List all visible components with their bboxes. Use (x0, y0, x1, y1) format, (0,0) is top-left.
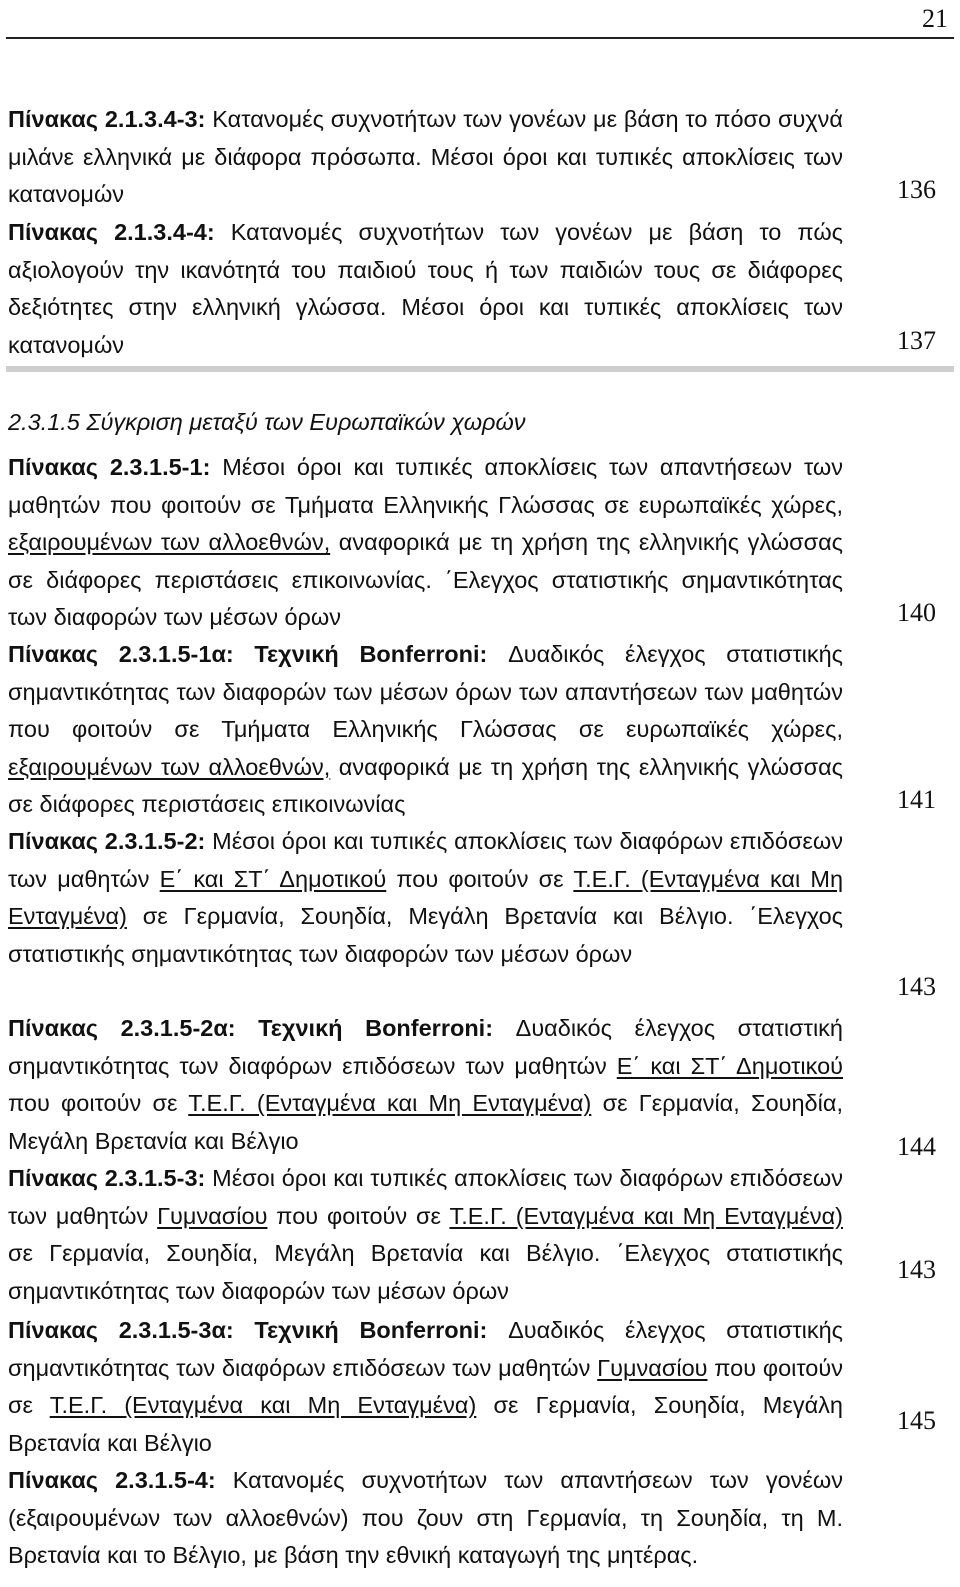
toc-page-number: 143 (897, 1255, 936, 1284)
underlined-phrase: εξαιρουμένων των αλλοεθνών, (8, 753, 331, 780)
table-label: Πίνακας 2.3.1.5-3α: Τεχνική Bonferroni: (8, 1317, 488, 1343)
table-label: Πίνακας 2.3.1.5-1α: Τεχνική Bonferroni: (8, 641, 488, 667)
caption-part: που φοιτούν σε (267, 1202, 450, 1229)
table-caption: Κατανομές συχνοτήτων των γονέων με βάση το πόσο συχνά μιλάνε ελληνικά με διάφορα πρόσωπα. Μέσοι όροι και τυπικές αποκλίσεις των κατανομών (8, 106, 843, 207)
caption-part: Μέσοι όροι και τυπικές αποκλίσεις των διαφόρων επιδόσεων των μαθητών (8, 828, 843, 892)
caption-part: σε Γερμανία, Σουηδία, Μεγάλη Βρετανία και Βέλγιο (8, 1090, 843, 1154)
toc-entry-text (8, 449, 843, 637)
toc-page-number: 143 (897, 972, 936, 1001)
table-label: Πίνακας 2.1.3.4-3: (8, 106, 206, 132)
toc-page-number: 140 (897, 598, 936, 627)
toc-page-number: 145 (897, 1406, 936, 1435)
caption-part: που φοιτούν σε (386, 865, 574, 892)
toc-entry[interactable] (8, 823, 948, 1001)
toc-entry[interactable] (8, 101, 948, 214)
caption-part: Δυαδικός έλεγχος στατιστική σημαντικότητας των διαφόρων επιδόσεων των μαθητών (8, 1015, 843, 1079)
toc-entry-text (8, 1312, 843, 1462)
toc-entry-text (8, 1462, 843, 1575)
underlined-phrase: εξαιρουμένων των αλλοεθνών, (8, 529, 331, 555)
underlined-phrase: Ε΄ και ΣΤ΄ Δημοτικού (616, 1052, 843, 1079)
section-heading: 2.3.1.5 Σύγκριση μεταξύ των Ευρωπαϊκών χωρών (8, 409, 526, 435)
toc-entry[interactable] (8, 636, 948, 824)
table-label: Πίνακας 2.3.1.5-3: (8, 1165, 206, 1191)
underlined-phrase: Ε΄ και ΣΤ΄ Δημοτικού (159, 865, 387, 892)
toc-page-number: 136 (897, 175, 936, 204)
caption-part: αναφορικά με τη χρήση της ελληνικής γλώσσας σε διάφορες περιστάσεις επικοινωνίας (8, 753, 843, 817)
caption-part: Δυαδικός έλεγχος στατιστικής σημαντικότητας των διαφορών των μέσων όρων των απαντήσεων των μαθητών που φοιτούν σε Τμήματα Ελληνικής Γλώσσας σε ευρωπαϊκές χώρες, (8, 641, 843, 742)
caption-part: που φοιτούν σε (8, 1354, 843, 1418)
caption-part: που φοιτούν σε (8, 1090, 189, 1116)
toc-entry[interactable] (8, 1312, 948, 1462)
underlined-phrase: Γυμνασίου (157, 1202, 268, 1229)
toc-entry[interactable] (8, 1160, 948, 1310)
caption-part: Μέσοι όροι και τυπικές αποκλίσεις των απαντήσεων των μαθητών που φοιτούν σε Τμήματα Ελληνικής Γλώσσας σε ευρωπαϊκές χώρες, (8, 454, 844, 518)
toc-entry[interactable] (8, 1010, 948, 1160)
toc-entry[interactable] (8, 449, 948, 637)
table-label: Πίνακας 2.3.1.5-2α: Τεχνική Bonferroni: (8, 1015, 494, 1041)
toc-entry-text (8, 636, 843, 824)
toc-page-number: 137 (897, 326, 936, 355)
caption-part: Δυαδικός έλεγχος στατιστικής σημαντικότητας των διαφόρων επιδόσεων των μαθητών (8, 1317, 843, 1381)
table-caption: Κατανομές συχνοτήτων των γονέων με βάση το πώς αξιολογούν την ικανότητά του παιδιού τους ή των παιδιών τους σε διάφορες δεξιότητες στην ελληνική γλώσσα. Μέσοι όροι και τυπικές αποκλίσεις των κατανομών (8, 219, 843, 358)
underlined-phrase: Τ.Ε.Γ. (Ενταγμένα και Μη Ενταγμένα) (8, 865, 844, 929)
toc-entry-text (8, 101, 843, 214)
table-label: Πίνακας 2.3.1.5-4: (8, 1467, 216, 1493)
caption-part: αναφορικά με τη χρήση της ελληνικής γλώσσας σε διάφορες περιστάσεις επικοινωνίας. ΄Ελεγχος στατιστικής σημαντικότητας των διαφορών των μέσων όρων (8, 529, 843, 630)
caption-part: σε Γερμανία, Σουηδία, Μεγάλη Βρετανία και Βέλγιο (8, 1392, 843, 1456)
toc-page-number: 144 (897, 1132, 936, 1161)
underlined-phrase: Γυμνασίου (597, 1354, 708, 1381)
underlined-phrase: Τ.Ε.Γ. (Ενταγμένα και Μη Ενταγμένα) (188, 1090, 592, 1116)
toc-entry-text (8, 823, 843, 973)
header-rule (6, 37, 954, 39)
toc-page-number: 141 (897, 785, 936, 814)
toc-entry[interactable] (8, 1462, 948, 1575)
underlined-phrase: Τ.Ε.Γ. (Ενταγμένα και Μη Ενταγμένα) (449, 1202, 844, 1229)
section-divider (6, 366, 954, 372)
table-caption: Κατανομές συχνοτήτων των απαντήσεων των γονέων (εξαιρουμένων των αλλοεθνών) που ζουν στη Γερμανία, τη Σουηδία, τη Μ. Βρετανία και το Βέλγιο, με βάση την εθνική καταγωγή της μητέρας. (8, 1467, 844, 1568)
toc-entry[interactable] (8, 214, 948, 364)
toc-entry-text (8, 1160, 843, 1310)
caption-part: Μέσοι όροι και τυπικές αποκλίσεις των διαφόρων επιδόσεων των μαθητών (8, 1165, 843, 1229)
caption-part: σε Γερμανία, Σουηδία, Μεγάλη Βρετανία και Βέλγιο. ΄Ελεγχος στατιστικής σημαντικότητας των διαφορών των μέσων όρων (8, 1240, 843, 1304)
caption-part: σε Γερμανία, Σουηδία, Μεγάλη Βρετανία και Βέλγιο. ΄Ελεγχος στατιστικής σημαντικότητας των διαφορών των μέσων όρων (8, 903, 843, 967)
table-label: Πίνακας 2.1.3.4-4: (8, 219, 215, 245)
toc-entry-text (8, 214, 843, 364)
page-number: 21 (922, 4, 948, 33)
toc-entry-text (8, 1010, 843, 1160)
table-label: Πίνακας 2.3.1.5-1: (8, 454, 211, 480)
underlined-phrase: Τ.Ε.Γ. (Ενταγμένα και Μη Ενταγμένα) (49, 1392, 477, 1418)
table-label: Πίνακας 2.3.1.5-2: (8, 828, 206, 854)
